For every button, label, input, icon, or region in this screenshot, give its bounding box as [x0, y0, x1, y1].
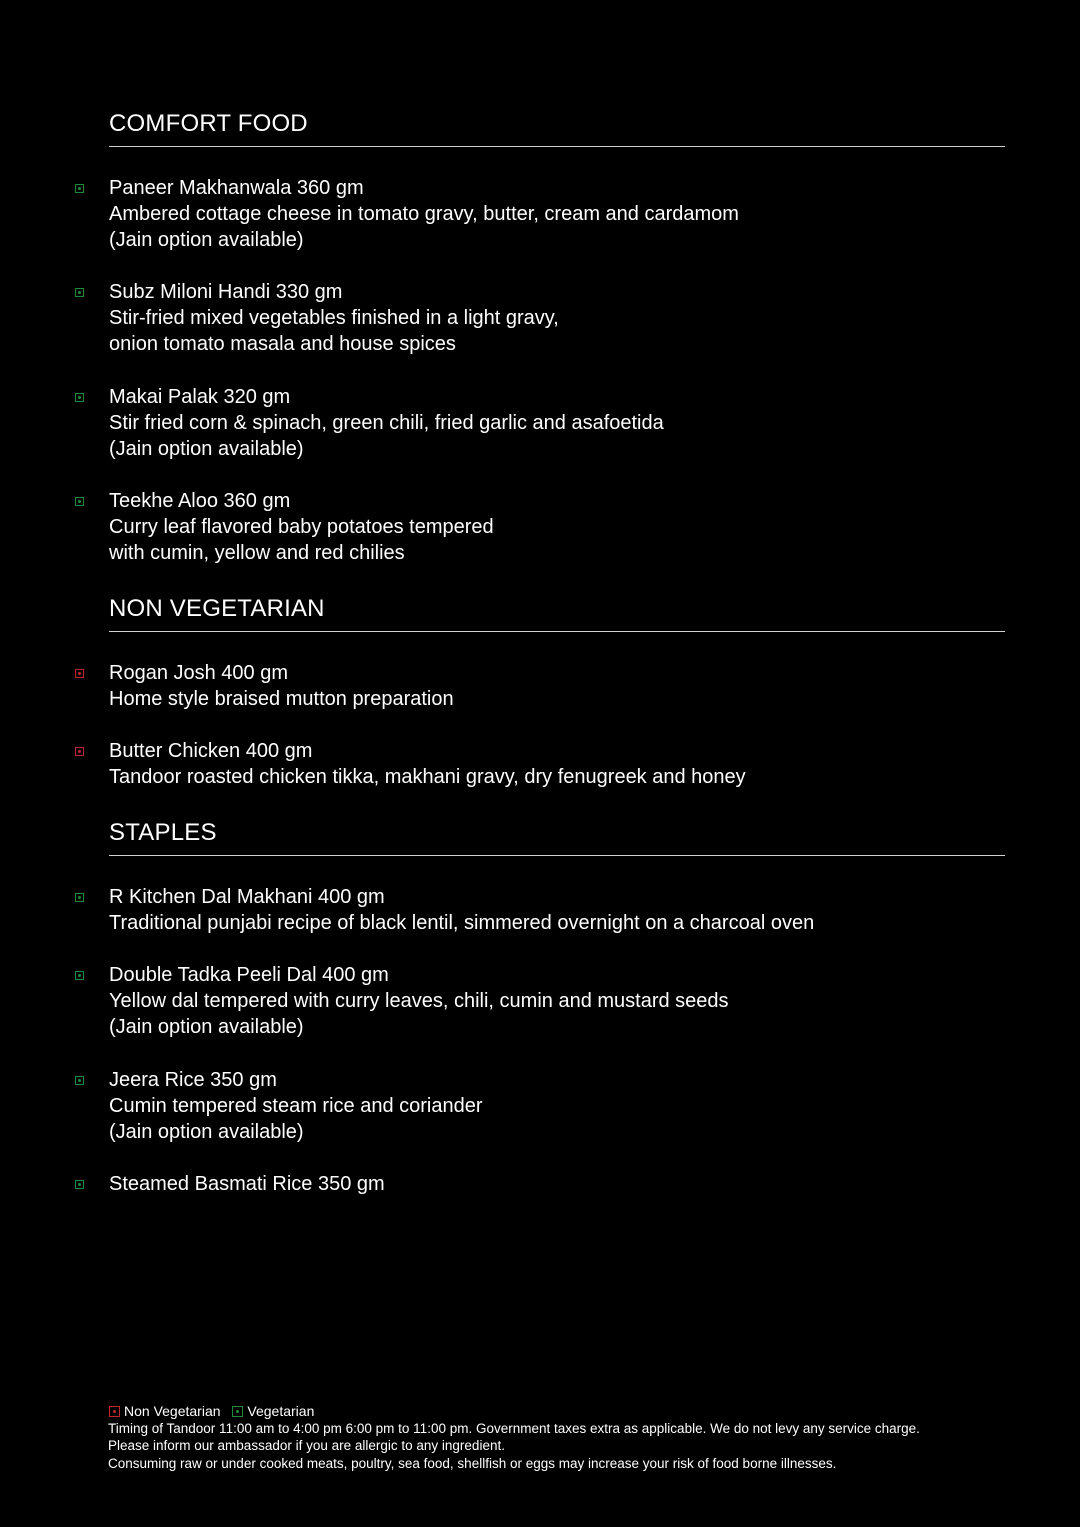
section-title: COMFORT FOOD [109, 110, 308, 137]
footer-note-allergy: Please inform our ambassador if you are allergic to any ingredient. [108, 1438, 505, 1453]
item-name: Paneer Makhanwala 360 gm [109, 177, 364, 199]
veg-indicator-icon [75, 184, 84, 193]
item-description: (Jain option available) [109, 1121, 304, 1143]
item-name: Rogan Josh 400 gm [109, 662, 289, 684]
non-veg-indicator-icon [75, 747, 84, 756]
item-description: Traditional punjabi recipe of black lentil, simmered overnight on a charcoal oven [109, 912, 815, 934]
item-description: Tandoor roasted chicken tikka, makhani gravy, dry fenugreek and honey [109, 766, 746, 788]
veg-indicator-icon [75, 497, 84, 506]
item-name: Teekhe Aloo 360 gm [109, 490, 291, 512]
item-description: (Jain option available) [109, 229, 304, 251]
veg-indicator-icon [75, 893, 84, 902]
section-divider [109, 631, 1005, 632]
item-description: Curry leaf flavored baby potatoes tempered [109, 516, 494, 538]
item-description: Cumin tempered steam rice and coriander [109, 1095, 483, 1117]
item-description: Ambered cottage cheese in tomato gravy, butter, cream and cardamom [109, 203, 739, 225]
veg-indicator-icon [75, 1076, 84, 1085]
item-name: Steamed Basmati Rice 350 gm [109, 1173, 385, 1195]
section-title: NON VEGETARIAN [109, 595, 325, 622]
item-description: (Jain option available) [109, 438, 304, 460]
non-veg-indicator-icon [75, 669, 84, 678]
item-description: Yellow dal tempered with curry leaves, chili, cumin and mustard seeds [109, 990, 729, 1012]
item-description: Stir fried corn & spinach, green chili, fried garlic and asafoetida [109, 412, 664, 434]
legend [109, 1403, 314, 1419]
section-divider [109, 146, 1005, 147]
section-divider [109, 855, 1005, 856]
item-description: Home style braised mutton preparation [109, 688, 454, 710]
veg-indicator-icon [232, 1406, 243, 1417]
item-name: Double Tadka Peeli Dal 400 gm [109, 964, 389, 986]
item-description: Stir-fried mixed vegetables finished in a light gravy, [109, 307, 559, 329]
legend-veg-label: Vegetarian [247, 1403, 315, 1419]
item-name: Jeera Rice 350 gm [109, 1069, 277, 1091]
veg-indicator-icon [75, 971, 84, 980]
item-description: onion tomato masala and house spices [109, 333, 456, 355]
non-veg-indicator-icon [109, 1406, 120, 1417]
section-title: STAPLES [109, 819, 217, 846]
item-name: Makai Palak 320 gm [109, 386, 291, 408]
item-name: Subz Miloni Handi 330 gm [109, 281, 343, 303]
footer-note-timing: Timing of Tandoor 11:00 am to 4:00 pm 6:00 pm to 11:00 pm. Government taxes extra as applicable. We do not levy any service charge. [108, 1421, 920, 1436]
veg-indicator-icon [75, 1180, 84, 1189]
item-name: Butter Chicken 400 gm [109, 740, 313, 762]
item-name: R Kitchen Dal Makhani 400 gm [109, 886, 385, 908]
veg-indicator-icon [75, 288, 84, 297]
item-description: with cumin, yellow and red chilies [109, 542, 405, 564]
footer-note-health-warning: Consuming raw or under cooked meats, poultry, sea food, shellfish or eggs may increase your risk of food borne illnesses. [108, 1456, 837, 1471]
veg-indicator-icon [75, 393, 84, 402]
item-description: (Jain option available) [109, 1016, 304, 1038]
legend-non-veg-label: Non Vegetarian [124, 1403, 221, 1419]
